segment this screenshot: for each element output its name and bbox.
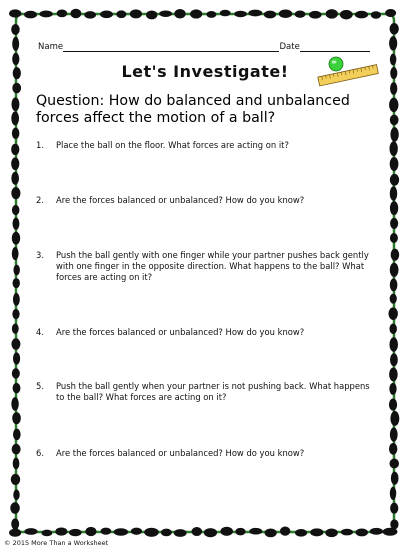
item-number: 6. <box>36 448 44 458</box>
item-text: Place the ball on the floor. What forces are acting on it? <box>56 140 289 150</box>
question-item-2 <box>36 195 372 206</box>
item-number: 2. <box>36 195 44 205</box>
ruler-icon <box>312 55 382 87</box>
item-text: Push the ball gently with one finger while your partner pushes back gently with one finger in the opposite direction. What happens to the ball? What forces are acting on it? <box>56 250 369 282</box>
item-text: Push the ball gently when your partner is not pushing back. What happens to the ball? What forces are acting on it? <box>56 381 370 402</box>
question-item-6 <box>36 448 372 459</box>
item-number: 3. <box>36 250 44 260</box>
item-text: Are the forces balanced or unbalanced? How do you know? <box>56 448 305 458</box>
question-item-1 <box>36 140 372 151</box>
date-blank[interactable] <box>300 42 370 52</box>
question-item-3 <box>36 250 372 283</box>
date-label: Date <box>279 42 300 52</box>
question-item-5 <box>36 381 372 403</box>
item-number: 4. <box>36 327 44 337</box>
item-text: Are the forces balanced or unbalanced? How do you know? <box>56 327 305 337</box>
item-number: 1. <box>36 140 44 150</box>
item-text: Are the forces balanced or unbalanced? How do you know? <box>56 195 305 205</box>
name-label: Name <box>38 42 64 52</box>
name-blank[interactable] <box>63 42 279 52</box>
question-item-4 <box>36 327 372 338</box>
page-title: Let's Investigate! <box>121 62 289 81</box>
ball-icon <box>329 57 343 71</box>
name-date-line <box>38 42 370 52</box>
investigation-question: Question: How do balanced and unbalanced forces affect the motion of a ball? <box>36 93 350 126</box>
copyright-footer: © 2015 More Than a Worksheet <box>4 539 109 547</box>
item-number: 5. <box>36 381 44 391</box>
